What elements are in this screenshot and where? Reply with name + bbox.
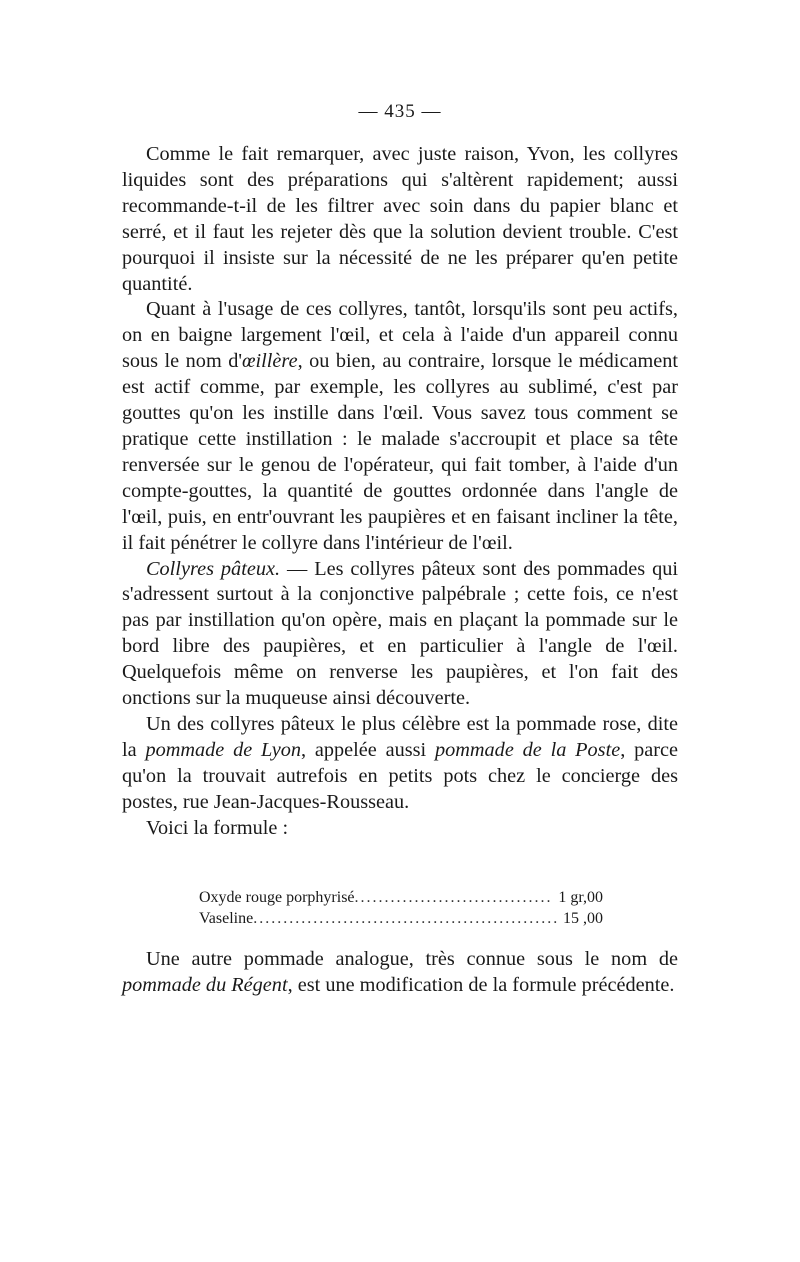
italic-term: pommade de Lyon <box>145 738 301 761</box>
paragraph-formula-intro: Voici la formule : <box>146 816 289 839</box>
body-text <box>122 142 678 841</box>
paragraph-filtering: Comme le fait remarquer, avec juste raison, Yvon, les collyres liquides sont des préparations qui s'altèrent rapidement; aussi recommande-t-il de les filtrer avec soin dans du papier blanc et serré, et il faut les rejeter dès que la solution devient trouble. C'est pourquoi il insiste sur la nécessité de ne les préparer qu'en petite quantité. <box>122 143 678 295</box>
paragraph-usage: Quant à l'usage de ces collyres, tantôt, lorsqu'ils sont peu actifs, on en baigne largement l'œil, et cela à l'aide d'un appareil connu sous le nom d'œillère, ou bien, au contraire, lorsque le médicament est actif comme, par exemple, les collyres au sublimé, c'est par gouttes qu'on les instille dans l'œil. Vous savez tous comment se pratique cette instillation : le malade s'accroupit et place sa tête renversée sur le genou de l'opérateur, qui fait tomber, à l'aide d'un compte-gouttes, la quantité de gouttes ordonnée dans l'angle de l'œil, puis, en entr'ouvrant les paupières et en faisant incliner la tête, il fait pénétrer le collyre dans l'intérieur de l'œil. <box>122 298 679 554</box>
ingredient-quantity: 15 ,00 <box>563 910 603 927</box>
paragraph-pommade-rose: Un des collyres pâteux le plus célèbre est la pommade rose, dite la pommade de Lyon, appelée aussi pommade de la Poste, parce qu'on la trouvait autrefois en petits pots chez le concierge des postes, rue Jean-Jacques-Rousseau. <box>122 712 678 813</box>
italic-term: pommade du Régent <box>122 974 288 996</box>
leader-dots <box>253 908 557 929</box>
formula-row <box>199 887 603 908</box>
paragraph-regent: Une autre pommade analogue, très connue sous le nom de pommade du Régent, est une modification de la formule précédente. <box>122 948 678 996</box>
italic-term: œillère <box>242 350 298 373</box>
ingredient-name: Oxyde rouge porphyrisé <box>199 889 355 906</box>
closing-text <box>122 946 678 998</box>
ingredient-quantity: 1 gr,00 <box>558 889 603 906</box>
section-heading: Collyres pâteux. <box>146 557 281 580</box>
formula-row <box>199 908 603 929</box>
italic-term: pommade de la Poste <box>434 738 621 761</box>
paragraph-pasty-collyres: Collyres pâteux. — Les collyres pâteux sont des pommades qui s'adressent surtout à la conjonctive palpébrale ; cette fois, ce n'est pas par instillation qu'on opère, mais en plaçant la pommade sur le bord libre des paupières, et en particulier à l'angle de l'œil. Quelquefois même on renverse les paupières, et l'on fait des onctions sur la muqueuse ainsi découverte. <box>122 557 678 710</box>
page-number: — 435 — <box>358 101 442 122</box>
formula-table <box>199 887 603 929</box>
leader-dots <box>355 887 553 908</box>
ingredient-name: Vaseline <box>199 910 254 927</box>
